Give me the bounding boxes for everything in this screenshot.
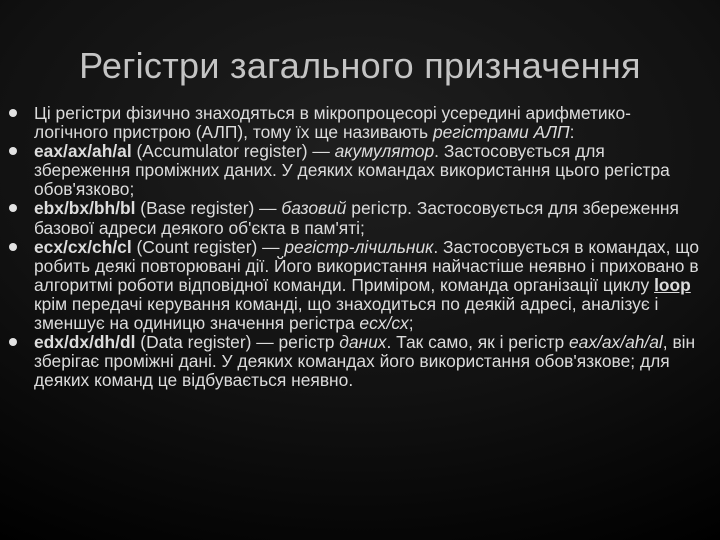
list-item [0, 238, 720, 333]
bullet-dot-icon [9, 147, 17, 155]
list-item [0, 199, 720, 237]
list-item-text: ecx/cx/ch/cl [34, 236, 132, 257]
bullet-list [0, 104, 720, 390]
list-item-text: (Data register) — регістр [135, 332, 340, 353]
list-item [0, 104, 720, 142]
list-item-text: ebx/bx/bh/bl [34, 198, 136, 219]
list-item-text: loop [654, 274, 691, 295]
list-item-text: акумулятор [334, 141, 435, 162]
list-item-text: . Так само, як і регістр [386, 332, 569, 353]
list-item-text: базовий [281, 198, 347, 219]
list-item-text: крім передачі керування команді, що знаходиться по деякій адресі, аналізує і зменшує на одиницю значення регістра [34, 293, 659, 334]
list-item-text: , він зберігає проміжні дані. У деяких командах його використання обов'язкове; для деяких команд це відбувається неявно. [34, 332, 696, 391]
list-item-text: . Застосовується в командах, що робить деякі повторювані дії. Його використання найчастіше неявно і приховано в алгоритмі роботи відповідної команди. Приміром, команда організації циклу [34, 236, 700, 295]
list-item-text: ; [408, 313, 414, 334]
list-item [0, 333, 720, 390]
list-item [0, 142, 720, 199]
list-item-text: : [569, 122, 575, 143]
slide-title: Регістри загального призначення [79, 45, 641, 86]
list-item-text: (Base register) — [135, 198, 282, 219]
list-item-text: (Count register) — [131, 236, 285, 257]
list-item-text: регістрами АЛП [432, 122, 570, 143]
list-item-text: (Accumulator register) — [131, 141, 335, 162]
list-item-text: регістр-лічильник [284, 236, 434, 257]
bullet-dot-icon [9, 338, 17, 346]
bullet-dot-icon [9, 204, 17, 212]
bullet-dot-icon [9, 243, 17, 251]
list-item-text: eax/ax/ah/al [34, 141, 132, 162]
list-item-text: . Застосовується для збереження проміжних даних. У деяких командах використання цього регістра обов'язково; [34, 141, 670, 200]
list-item-text: регістр. Застосовується для збереження базової адреси деякого об'єкта в пам'яті; [34, 198, 679, 238]
list-item-text: eax/ax/ah/al [569, 332, 663, 353]
bullet-dot-icon [9, 109, 17, 117]
list-item-text: ecx/cx [359, 313, 409, 334]
list-item-text: даних [339, 332, 387, 353]
list-item-text: edx/dx/dh/dl [34, 332, 136, 353]
list-item-text: Ці регістри фізично знаходяться в мікропроцесорі усередині арифметико-логічного пристрою (АЛП), тому їх ще називають [34, 103, 631, 143]
